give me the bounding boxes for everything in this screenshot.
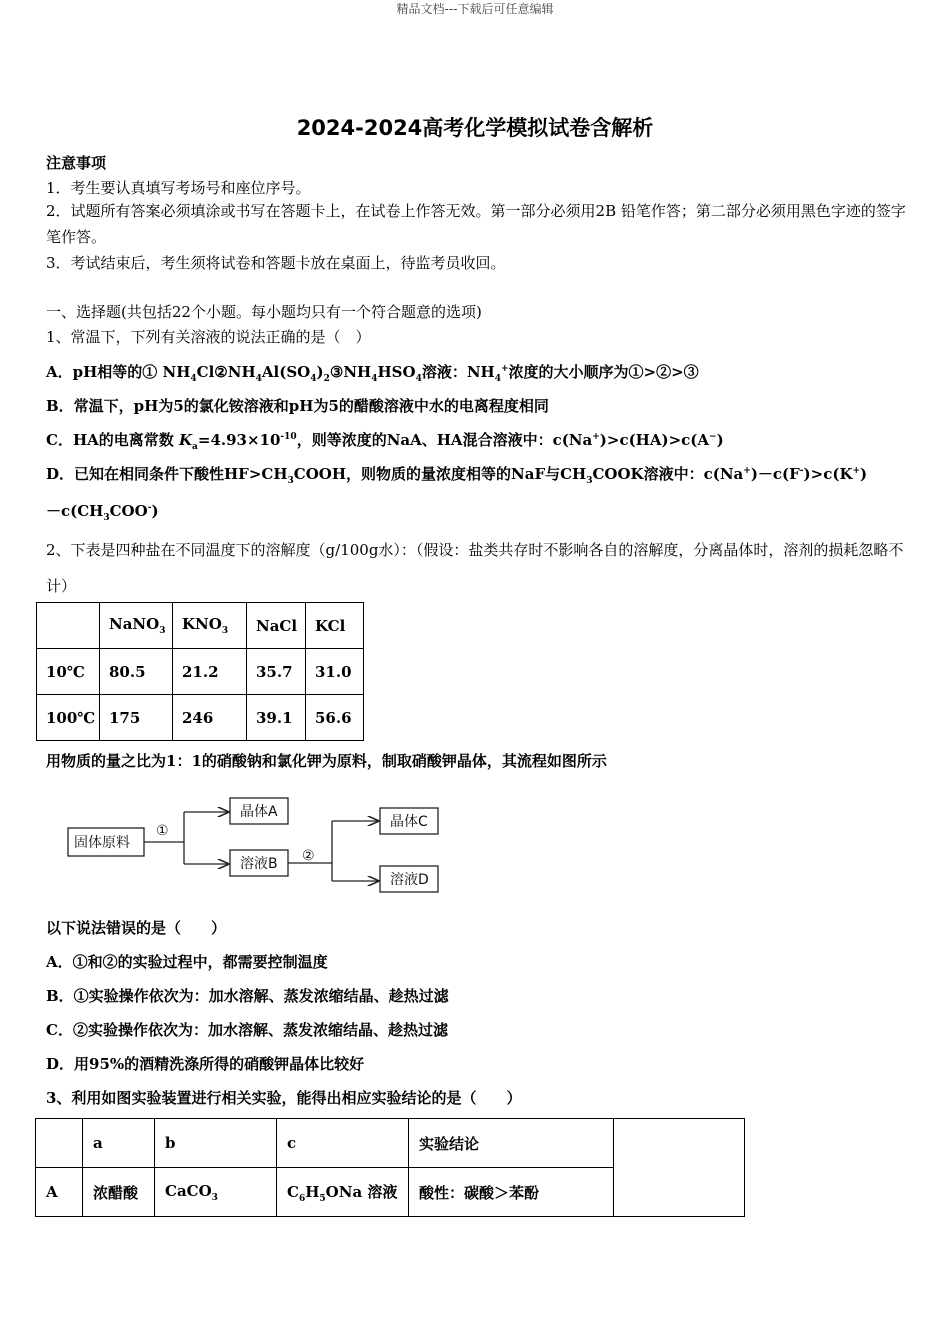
q2-ask: 以下说法错误的是（ ） (46, 919, 227, 937)
table-cell: 100℃ (37, 695, 100, 741)
notice-item-3: 3．考试结束后，考生须将试卷和答题卡放在桌面上，待监考员收回。 (46, 254, 506, 272)
table-header-cell (36, 1119, 83, 1168)
table-cell: CaCO$_3$ (155, 1168, 277, 1217)
process-flow-diagram (60, 790, 460, 902)
page-title: 2024-2024高考化学模拟试卷含解析 (296, 116, 654, 140)
page-header: 精品文档---下载后可任意编辑 (396, 2, 554, 16)
table-header-cell: a (83, 1119, 155, 1168)
table-cell: 56.6 (306, 695, 364, 741)
table-cell: A (36, 1168, 83, 1217)
table-cell: 21.2 (173, 649, 247, 695)
table-row (37, 695, 364, 741)
table-cell: $C_6H_5ONa$ 溶液 (277, 1168, 409, 1217)
table-header-cell: NaCl (247, 603, 306, 649)
q2-option-c: C．②实验操作依次为：加水溶解、蒸发浓缩结晶、趁热过滤 (46, 1021, 448, 1039)
table-header-row (36, 1119, 745, 1168)
q1-option-a: A．pH相等的① $NH_4Cl②NH_4Al(SO_4)_2③NH_4HSO_4$溶液：$NH_4^+$浓度的大小顺序为①>②>③ (46, 363, 699, 384)
notice-item-2: 2．试题所有答案必须填涂或书写在答题卡上，在试卷上作答无效。第一部分必须用2B 铅笔作答；第二部分必须用黑色字迹的签字笔作答。 (46, 202, 906, 246)
label-raw-material: 固体原料 (74, 835, 130, 851)
label-crystal-c: 晶体C (390, 814, 428, 830)
table-header-cell: $KNO_3$ (173, 603, 247, 649)
notice-item-1: 1．考生要认真填写考场号和座位序号。 (46, 179, 311, 197)
q1-stem: 1、常温下，下列有关溶液的说法正确的是（ ） (46, 328, 371, 346)
label-step-1: ① (156, 823, 169, 839)
table-cell: 10℃ (37, 649, 100, 695)
label-solution-d: 溶液D (390, 872, 429, 888)
table-row (37, 649, 364, 695)
label-crystal-a: 晶体A (240, 804, 278, 820)
section-heading: 一、选择题(共包括22个小题。每小题均只有一个符合题意的选项) (46, 303, 482, 321)
q1-option-c: C．HA的电离常数 $K_a=4.93\times 10^{-10}$，则等浓度的NaA、HA混合溶液中：c(Na+)>c(HA)>c(A−) (46, 431, 724, 452)
table-header-cell: 实验结论 (409, 1119, 614, 1168)
q2-option-a: A．①和②的实验过程中，都需要控制温度 (46, 953, 328, 971)
table-cell: 浓醋酸 (83, 1168, 155, 1217)
q2-stem: 2、下表是四种盐在不同温度下的溶解度（g/100g水）：（假设：盐类共存时不影响各自的溶解度，分离晶体时，溶剂的损耗忽略不计） (46, 541, 904, 595)
table-header-cell (614, 1119, 745, 1217)
solubility-table (36, 602, 364, 741)
table-header-cell: c (277, 1119, 409, 1168)
table-header-cell: b (155, 1119, 277, 1168)
label-step-2: ② (302, 848, 315, 864)
q1-option-d-cont: $-c(CH_3COO^-)$ (46, 502, 159, 523)
q1-option-b: B．常温下，pH为5的氯化铵溶液和pH为5的醋酸溶液中水的电离程度相同 (46, 397, 549, 415)
table-cell: 175 (100, 695, 173, 741)
q2-option-d: D．用95%的酒精洗涤所得的硝酸钾晶体比较好 (46, 1055, 365, 1073)
table-cell: 39.1 (247, 695, 306, 741)
q2-option-b: B．①实验操作依次为：加水溶解、蒸发浓缩结晶、趁热过滤 (46, 987, 449, 1005)
q2-intro: 用物质的量之比为1：1的硝酸钠和氯化钾为原料，制取硝酸钾晶体，其流程如图所示 (46, 752, 607, 770)
table-cell: 80.5 (100, 649, 173, 695)
notice-heading: 注意事项 (46, 154, 107, 172)
table-header-row (37, 603, 364, 649)
table-cell: 246 (173, 695, 247, 741)
table-cell: 35.7 (247, 649, 306, 695)
label-solution-b: 溶液B (240, 856, 278, 872)
table-header-cell: KCl (306, 603, 364, 649)
q3-stem: 3、利用如图实验装置进行相关实验，能得出相应实验结论的是（ ） (46, 1089, 522, 1107)
q1-option-d: D．已知在相同条件下酸性$HF>CH_3COOH$，则物质的量浓度相等的NaF与$CH_3COOK$溶液中：c(Na+)－c(F-)>c(K+) (46, 465, 868, 486)
table-cell: 酸性：碳酸＞苯酚 (409, 1168, 614, 1217)
table-cell: 31.0 (306, 649, 364, 695)
table-header-cell: NaNO$_3$ (100, 603, 173, 649)
table-header-cell (37, 603, 100, 649)
experiment-table (35, 1118, 745, 1217)
